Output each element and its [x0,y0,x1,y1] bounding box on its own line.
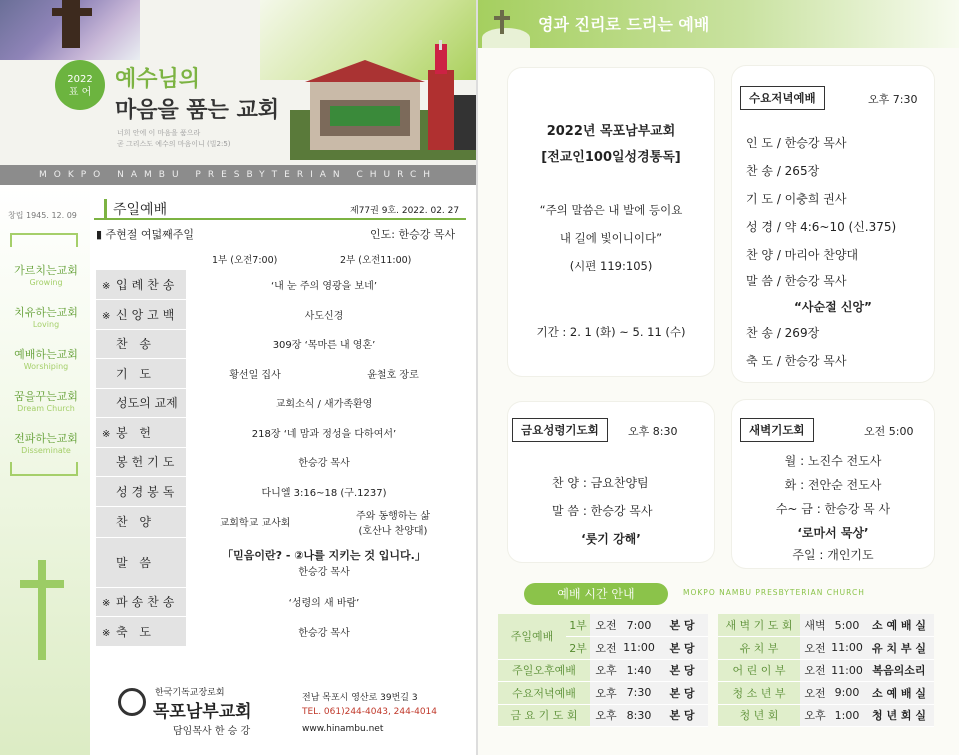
mission-loving [0,304,92,329]
sermon-cell [186,537,462,587]
dawn-sermon: ‘로마서 묵상’ [797,526,869,540]
bible-reading-card [508,68,714,376]
mission-english: Growing [29,278,63,287]
label-text: 파송찬송 [116,595,179,610]
service-name: 어 린 이 부 [718,659,800,682]
ampm: 오전 [800,659,830,682]
label-text: 봉 헌 [116,425,155,440]
service-times-title: 예배 시간 안내 [524,583,668,605]
bible-period: 기간 : 2. 1 (화) ~ 5. 11 (수) [536,325,686,339]
ampm: 오전 [590,637,622,660]
right-page [478,0,959,755]
table-row [96,329,462,359]
friday-prayer-card [508,402,714,562]
bible-quote-line2: 내 길에 빛이니이다” [559,231,663,245]
church-building-illustration [290,40,476,160]
website-link[interactable]: www.hinambu.net [302,724,384,734]
place: 본 당 [656,637,708,660]
place: 청 년 회 실 [864,704,934,727]
wednesday-line: 성 경 / 약 4:6~10 (신.375) [746,220,897,234]
row-value-first: 황선일 집사 [186,359,324,389]
friday-line: 말 씀 : 한승강 목사 [552,504,653,518]
service-times-table-right [718,614,934,727]
wednesday-line: 인 도 / 한승강 목사 [746,136,847,150]
year-badge-label: 표 어 [68,87,92,98]
time: 8:30 [622,704,656,727]
mission-label: 꿈을꾸는교회 [14,390,78,403]
sunday-name: ▮ 주현절 여덟째주일 [96,228,195,241]
place: 소 예 배 실 [864,682,934,705]
standing-mark: ※ [102,281,111,292]
wednesday-line: 말 씀 / 한승강 목사 [746,274,847,288]
dawn-sunday: 주일 : 개인기도 [792,548,874,562]
service-leader: 인도: 한승강 목사 [370,228,456,241]
divider [94,218,466,220]
row-label [96,506,186,537]
ampm: 오후 [800,704,830,727]
time: 11:00 [830,659,864,682]
year-badge-year: 2022 [67,74,93,85]
row-value: 다니엘 3:16~18 (구.1237) [186,477,462,507]
telephone: TEL. 061)244-4043, 244-4014 [302,707,437,717]
bible-title-line1: 2022년 목포남부교회 [546,124,676,139]
time: 9:00 [830,682,864,705]
row-value: 218장 ‘네 맘과 정성을 다하여서’ [186,418,462,448]
founded-date: 창립 1945. 12. 09 [8,211,77,220]
service-name: 주일오후예배 [498,659,590,682]
mission-label: 전파하는교회 [14,432,78,445]
bible-title-line2: [전교인100일성경통독] [541,150,681,165]
bible-quote-ref: (시편 119:105) [569,259,653,273]
row-value: 교회소식 / 새가족환영 [186,388,462,418]
table-row [498,614,708,637]
dawn-title: 새벽기도회 [740,418,814,442]
table-row [718,682,934,705]
row-value: 한승강 목사 [186,617,462,647]
service-name: 유 치 부 [718,637,800,660]
friday-line: 찬 양 : 금요찬양팀 [552,476,649,490]
row-value: 309장 ‘목마른 내 영혼’ [186,329,462,359]
service-name: 새 벽 기 도 회 [718,614,800,637]
wednesday-line: 찬 송 / 265장 [746,164,820,178]
label-text: 말 씀 [116,555,155,570]
service-name: 청 년 회 [718,704,800,727]
church-english-name: MOKPO NAMBU PRESBYTERIAN CHURCH [0,165,476,185]
cross-icon [38,560,46,660]
motto-line2: 마음을 품는 교회 [115,98,280,123]
mission-label: 가르치는교회 [14,264,78,277]
second-service-header: 2부 (오전11:00) [340,255,412,266]
row-label [96,300,186,330]
bible-quote-line1: “주의 말씀은 내 발에 등이요 [539,203,683,217]
time: 11:00 [622,637,656,660]
place: 복음의소리 [864,659,934,682]
standing-mark: ※ [102,310,111,322]
table-row [96,300,462,330]
table-row [96,418,462,448]
place: 본 당 [656,704,708,727]
standing-mark: ※ [102,627,111,639]
service-sub: 2부 [566,637,590,660]
cross-bar [52,8,92,16]
preacher: 한승강 목사 [298,566,350,578]
cross-icon [500,10,504,34]
service-sub: 1부 [566,614,590,637]
row-value-first: 교회학교 교사회 [186,506,324,537]
address: 전남 목포시 영산로 39번길 3 [302,693,418,703]
wednesday-line: 축 도 / 한승강 목사 [746,354,847,368]
time: 7:30 [622,682,656,705]
table-row [96,270,462,300]
table-row [96,587,462,617]
dawn-prayer-card [732,400,934,568]
mission-growing [0,262,92,287]
place: 본 당 [656,614,708,637]
row-value: 한승강 목사 [186,447,462,477]
table-row [96,477,462,507]
table-row [718,637,934,660]
mission-worshiping [0,346,92,371]
mission-english: Disseminate [21,446,71,455]
church-logo-icon [118,688,146,716]
row-label [96,587,186,617]
row-value-second: 윤철호 장로 [324,359,462,389]
cross-bar [20,580,64,588]
mission-disseminate [0,430,92,455]
left-page [0,0,476,755]
table-row [718,659,934,682]
dawn-line: 수~ 금 : 한승강 목 사 [775,502,891,516]
ampm: 오후 [590,704,622,727]
service-times-table-left [498,614,708,727]
table-row [96,537,462,587]
row-label [96,418,186,448]
service-name: 수요저녁예배 [498,682,590,705]
wednesday-title: 수요저녁예배 [740,86,825,110]
dawn-line: 월 : 노진수 전도사 [784,454,882,468]
hill-decoration [482,28,530,48]
row-value: ‘내 눈 주의 영광을 보네’ [186,270,462,300]
row-label [96,359,186,389]
issue-number: 제77권 9호. 2022. 02. 27 [350,206,460,216]
service-times-subtitle: MOKPO NAMBU PRESBYTERIAN CHURCH [683,588,865,597]
label-text: 찬 양 [116,515,155,529]
row-label [96,617,186,647]
label-text: 축 도 [116,624,155,639]
table-row [718,614,934,637]
friday-title: 금요성령기도회 [512,418,608,442]
denomination: 한국기독교장로회 [155,688,225,698]
wednesday-sermon: “사순절 신앙” [794,300,872,314]
time: 1:40 [622,659,656,682]
wednesday-line: 기 도 / 이충희 권사 [746,192,847,206]
wednesday-service-card [732,66,934,382]
service-title: 주일예배 [104,199,167,219]
table-row [498,682,708,705]
service-name: 주일예배 [498,614,566,659]
friday-sermon: ‘룻기 강해’ [581,532,641,546]
ampm: 오전 [800,682,830,705]
time: 1:00 [830,704,864,727]
dawn-line: 화 : 전안순 전도사 [784,478,882,492]
anthem-choir: (호산나 찬양대) [358,525,428,537]
bracket-bottom [10,462,78,476]
time: 11:00 [830,637,864,660]
standing-mark: ※ [102,428,111,440]
row-label [96,447,186,477]
time: 5:00 [830,614,864,637]
church-name: 목포남부교회 [153,702,252,722]
table-row [96,359,462,389]
mission-english: Worshiping [23,362,69,371]
order-of-worship [96,270,462,647]
first-service-header: 1부 (오전7:00) [212,255,278,266]
anthem-title: 주와 동행하는 삶 [356,510,430,522]
label-text: 입례찬송 [116,278,179,292]
label-text: 신앙고백 [116,307,179,322]
service-name: 청 소 년 부 [718,682,800,705]
row-value: 사도신경 [186,300,462,330]
table-row [96,447,462,477]
standing-mark: ※ [102,598,111,610]
row-value-second [324,506,462,537]
right-header-title: 영과 진리로 드리는 예배 [538,15,710,34]
table-row [96,388,462,418]
row-label [96,388,186,418]
pastor-name: 담임목사 한 승 강 [173,726,251,737]
place: 본 당 [656,659,708,682]
label-text: 기 도 [116,366,155,381]
place: 유 치 부 실 [864,637,934,660]
motto [115,62,279,124]
table-row [96,506,462,537]
service-name: 금 요 기 도 회 [498,704,590,727]
ampm: 오전 [800,637,830,660]
header-banner [0,0,476,165]
row-label [96,477,186,507]
ampm: 오후 [590,659,622,682]
row-label [96,270,186,300]
label-text: 찬 송 [116,337,155,352]
row-value: ‘성령의 새 바람’ [186,587,462,617]
table-row [498,704,708,727]
label-text: 봉헌기도 [116,455,179,470]
wednesday-line: 찬 송 / 269장 [746,326,820,340]
bracket-top [10,233,78,247]
mission-label: 예배하는교회 [14,348,78,361]
motto-verse [117,128,231,150]
verse-line2: 곧 그리스도 예수의 마음이니 (빌2:5) [117,140,231,148]
table-row [96,617,462,647]
ampm: 오후 [590,682,622,705]
table-row [718,704,934,727]
place: 소 예 배 실 [864,614,934,637]
wednesday-time: 오후 7:30 [868,93,918,106]
mission-label: 치유하는교회 [14,306,78,319]
wednesday-line: 찬 양 / 마리아 찬양대 [746,248,859,262]
cross-bar [494,16,510,20]
dawn-time: 오전 5:00 [864,425,914,438]
friday-time: 오후 8:30 [628,425,678,438]
time: 7:00 [622,614,656,637]
mission-english: Dream Church [17,404,75,413]
motto-line1: 예수님의 [115,67,201,92]
row-label [96,329,186,359]
year-badge [55,60,105,110]
ampm: 새벽 [800,614,830,637]
row-label [96,537,186,587]
label-text: 성도의 교제 [116,396,178,411]
label-text: 성경봉독 [116,484,179,499]
sermon-title: 「믿음이란? - ②나를 지키는 것 입니다.」 [222,548,426,562]
ampm: 오전 [590,614,622,637]
table-row [498,659,708,682]
mission-english: Loving [32,320,60,329]
place: 본 당 [656,682,708,705]
verse-line1: 너희 안에 이 마음을 품으라 [117,129,201,137]
mission-dream [0,388,92,413]
